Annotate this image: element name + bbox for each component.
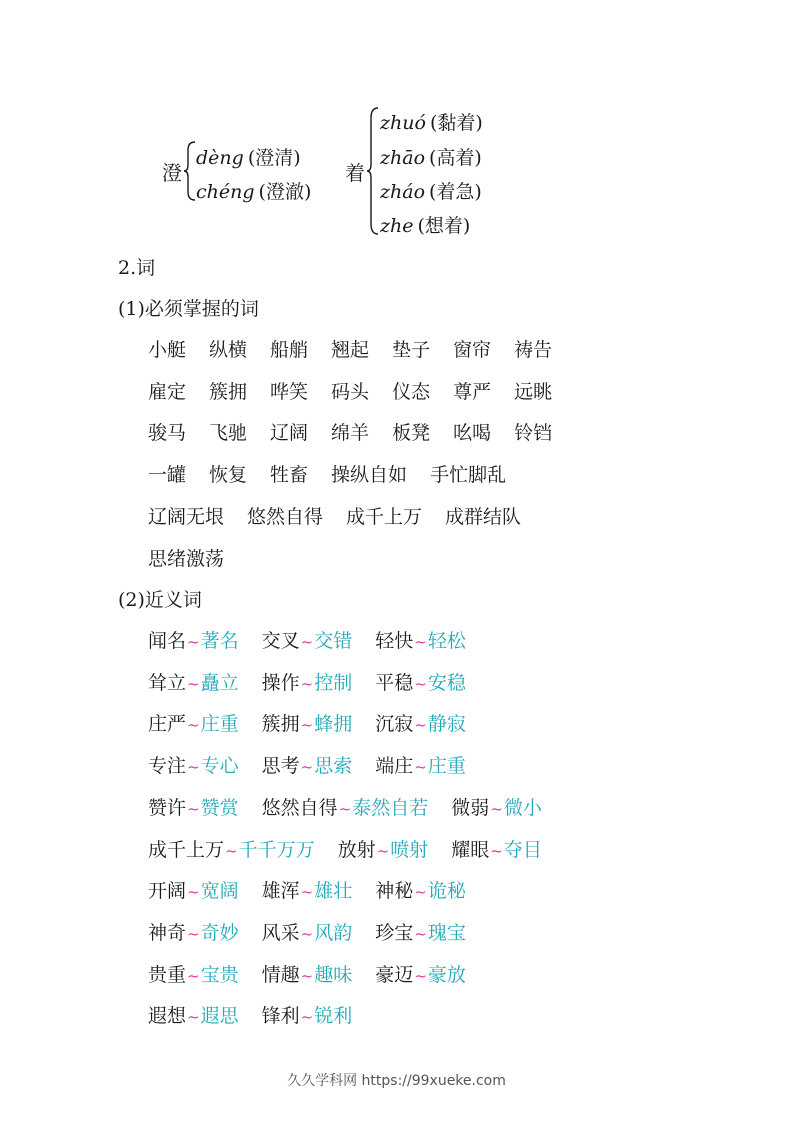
synonym-answer: 泰然自若 xyxy=(352,796,429,819)
synonym-answer: 诡秘 xyxy=(427,880,466,903)
tilde-separator: ~ xyxy=(300,1008,314,1027)
word-item: 绵羊 xyxy=(331,422,370,445)
tilde-separator: ~ xyxy=(414,674,427,693)
reading-item: dèng (澄清) xyxy=(196,147,301,169)
synonym-row xyxy=(148,918,489,945)
tilde-separator: ~ xyxy=(187,966,200,985)
synonym-pair xyxy=(148,755,239,777)
word-item: 悠然自得 xyxy=(247,505,324,528)
synonym-pair xyxy=(375,922,466,944)
synonym-word: 簇拥 xyxy=(261,713,300,736)
word-item: 小艇 xyxy=(148,339,187,361)
tilde-separator: ~ xyxy=(225,841,238,860)
synonym-word: 耸立 xyxy=(148,671,187,694)
synonym-pair xyxy=(148,922,239,944)
word-item: 辽阔无垠 xyxy=(148,505,225,528)
synonym-answer: 庄重 xyxy=(427,755,466,778)
synonym-answer: 微小 xyxy=(503,796,542,819)
synonym-row xyxy=(148,835,565,862)
synonym-pair xyxy=(262,755,353,777)
synonym-word: 闻名 xyxy=(148,630,187,652)
synonym-pair xyxy=(148,1005,239,1027)
word-item: 操纵自如 xyxy=(331,464,408,487)
tilde-separator: ~ xyxy=(300,966,314,985)
tilde-separator: ~ xyxy=(414,633,427,651)
synonym-word: 珍宝 xyxy=(375,921,414,944)
word-item: 飞驰 xyxy=(209,422,248,445)
synonym-answer: 轻松 xyxy=(427,630,466,652)
synonym-answer: 赞赏 xyxy=(200,796,239,819)
synonym-answer: 瑰宝 xyxy=(427,921,466,944)
synonym-pair xyxy=(262,964,353,986)
synonym-answer: 趣味 xyxy=(314,963,353,986)
polyphonic-char: 着 xyxy=(345,161,365,185)
synonym-answer: 雄壮 xyxy=(314,880,353,903)
synonym-pair xyxy=(375,672,466,694)
synonym-word: 交叉 xyxy=(261,630,300,652)
reading-item: zhāo (高着) xyxy=(380,147,482,169)
section-title: 2.词 xyxy=(118,257,156,279)
synonym-word: 遐想 xyxy=(148,1005,187,1028)
tilde-separator: ~ xyxy=(187,633,200,651)
word-row xyxy=(148,377,575,404)
synonym-pair xyxy=(148,964,239,986)
footer-watermark: 久久学科网 https://99xueke.com xyxy=(287,1073,506,1089)
synonym-row xyxy=(148,960,489,987)
synonym-answer: 风韵 xyxy=(314,921,353,944)
must-master-title: (1)必须掌握的词 xyxy=(118,298,259,320)
synonym-pair xyxy=(451,839,542,861)
synonym-pair xyxy=(148,630,239,652)
word-item: 骏马 xyxy=(148,422,187,445)
reading-item: chéng (澄澈) xyxy=(196,181,312,203)
word-item: 板凳 xyxy=(392,422,431,445)
synonym-row xyxy=(148,668,489,695)
synonym-pair xyxy=(375,755,466,777)
synonym-word: 端庄 xyxy=(375,755,414,778)
synonym-pair xyxy=(262,1005,353,1027)
synonym-pair xyxy=(148,713,239,735)
tilde-separator: ~ xyxy=(300,633,314,651)
reading-item: zhe (想着) xyxy=(380,215,471,237)
synonym-word: 豪迈 xyxy=(375,963,414,986)
synonym-word: 雄浑 xyxy=(261,880,300,903)
synonym-answer: 蜂拥 xyxy=(314,713,353,736)
synonym-pair xyxy=(262,922,353,944)
word-row xyxy=(148,418,575,445)
tilde-separator: ~ xyxy=(187,799,200,818)
synonym-word: 赞许 xyxy=(148,796,187,819)
word-row xyxy=(148,335,575,362)
synonym-answer: 锐利 xyxy=(314,1005,353,1028)
synonym-word: 耀眼 xyxy=(451,838,490,861)
word-item: 吆喝 xyxy=(453,422,492,445)
reading-item: zhuó (黏着) xyxy=(380,112,483,134)
synonym-row xyxy=(148,626,489,653)
tilde-separator: ~ xyxy=(414,924,427,943)
synonym-word: 情趣 xyxy=(261,963,300,986)
synonym-answer: 矗立 xyxy=(200,671,239,694)
synonym-pair xyxy=(375,880,466,902)
tilde-separator: ~ xyxy=(414,716,427,735)
tilde-separator: ~ xyxy=(187,1008,200,1027)
synonym-answer: 庄重 xyxy=(200,713,239,736)
tilde-separator: ~ xyxy=(490,841,503,860)
tilde-separator: ~ xyxy=(187,758,200,777)
synonym-word: 贵重 xyxy=(148,963,187,986)
word-item: 簇拥 xyxy=(209,380,248,403)
brace-icon xyxy=(183,140,197,202)
synonym-answer: 思索 xyxy=(314,755,353,778)
synonym-pair xyxy=(375,964,466,986)
reading-item: zháo (着急) xyxy=(380,181,482,203)
polyphonic-char: 澄 xyxy=(162,161,182,185)
tilde-separator: ~ xyxy=(300,883,314,902)
tilde-separator: ~ xyxy=(300,924,314,943)
tilde-separator: ~ xyxy=(300,716,314,735)
tilde-separator: ~ xyxy=(376,841,390,860)
word-item: 尊严 xyxy=(453,380,492,403)
synonym-word: 神奇 xyxy=(148,921,187,944)
synonym-pair xyxy=(262,630,353,652)
word-item: 垫子 xyxy=(392,339,431,361)
synonym-answer: 著名 xyxy=(200,630,239,652)
synonym-word: 开阔 xyxy=(148,880,187,903)
synonym-answer: 喷射 xyxy=(390,838,429,861)
synonym-row xyxy=(148,876,489,903)
synonym-pair xyxy=(148,880,239,902)
tilde-separator: ~ xyxy=(414,758,427,777)
word-item: 成千上万 xyxy=(346,505,423,528)
synonym-word: 平稳 xyxy=(375,671,414,694)
word-item: 恢复 xyxy=(209,464,248,487)
synonym-word: 风采 xyxy=(261,921,300,944)
synonym-answer: 千千万万 xyxy=(238,838,315,861)
word-item: 远眺 xyxy=(514,380,553,403)
synonym-word: 操作 xyxy=(261,671,300,694)
synonym-answer: 遐思 xyxy=(200,1005,239,1028)
synonym-answer: 安稳 xyxy=(427,671,466,694)
tilde-separator: ~ xyxy=(187,716,200,735)
tilde-separator: ~ xyxy=(300,758,314,777)
word-item: 窗帘 xyxy=(453,339,492,361)
word-item: 辽阔 xyxy=(270,422,309,445)
word-row xyxy=(148,544,247,571)
synonym-answer: 夺目 xyxy=(503,838,542,861)
word-item: 翘起 xyxy=(331,339,370,361)
synonym-answer: 专心 xyxy=(200,755,239,778)
synonym-word: 放射 xyxy=(337,838,376,861)
synonym-pair xyxy=(262,880,353,902)
synonym-row xyxy=(148,709,489,736)
word-item: 成群结队 xyxy=(445,505,522,528)
synonym-row xyxy=(148,1001,375,1028)
word-item: 牲畜 xyxy=(270,464,309,487)
word-item: 纵横 xyxy=(209,339,248,361)
word-item: 一罐 xyxy=(148,464,187,487)
synonym-row xyxy=(148,793,565,820)
word-item: 哗笑 xyxy=(270,380,309,403)
synonym-pair xyxy=(338,839,429,861)
synonym-pair xyxy=(262,672,353,694)
synonym-answer: 控制 xyxy=(314,671,353,694)
word-item: 铃铛 xyxy=(514,422,553,445)
synonym-answer: 交错 xyxy=(314,630,353,652)
word-row xyxy=(148,502,544,529)
word-item: 雇定 xyxy=(148,380,187,403)
synonym-word: 沉寂 xyxy=(375,713,414,736)
synonym-word: 悠然自得 xyxy=(261,796,338,819)
tilde-separator: ~ xyxy=(490,799,503,818)
synonym-word: 轻快 xyxy=(375,630,414,652)
word-item: 仪态 xyxy=(392,380,431,403)
tilde-separator: ~ xyxy=(187,883,200,902)
synonym-pair xyxy=(262,713,353,735)
synonym-pair xyxy=(375,713,466,735)
synonym-answer: 静寂 xyxy=(427,713,466,736)
synonym-word: 微弱 xyxy=(451,796,490,819)
word-item: 船艄 xyxy=(270,339,309,361)
synonym-answer: 豪放 xyxy=(427,963,466,986)
word-item: 码头 xyxy=(331,380,370,403)
synonym-pair xyxy=(148,797,239,819)
word-item: 祷告 xyxy=(514,339,553,361)
synonym-pair xyxy=(262,797,429,819)
tilde-separator: ~ xyxy=(300,674,314,693)
synonym-row xyxy=(148,751,489,778)
synonym-answer: 奇妙 xyxy=(200,921,239,944)
word-row xyxy=(148,460,529,487)
synonym-word: 专注 xyxy=(148,755,187,778)
synonym-pair xyxy=(451,797,542,819)
synonym-word: 成千上万 xyxy=(148,838,225,861)
word-item: 思绪激荡 xyxy=(148,547,225,570)
synonym-word: 神秘 xyxy=(375,880,414,903)
tilde-separator: ~ xyxy=(187,674,200,693)
synonym-pair xyxy=(148,672,239,694)
synonym-answer: 宝贵 xyxy=(200,963,239,986)
tilde-separator: ~ xyxy=(414,966,427,985)
synonym-word: 锋利 xyxy=(261,1005,300,1028)
synonyms-title: (2)近义词 xyxy=(118,589,202,611)
tilde-separator: ~ xyxy=(187,924,200,943)
tilde-separator: ~ xyxy=(414,883,427,902)
synonym-pair xyxy=(148,839,315,861)
synonym-word: 思考 xyxy=(261,755,300,778)
synonym-word: 庄严 xyxy=(148,713,187,736)
brace-icon xyxy=(366,106,380,236)
synonym-pair xyxy=(375,630,466,652)
word-item: 手忙脚乱 xyxy=(430,464,507,487)
synonym-answer: 宽阔 xyxy=(200,880,239,903)
tilde-separator: ~ xyxy=(338,799,352,818)
